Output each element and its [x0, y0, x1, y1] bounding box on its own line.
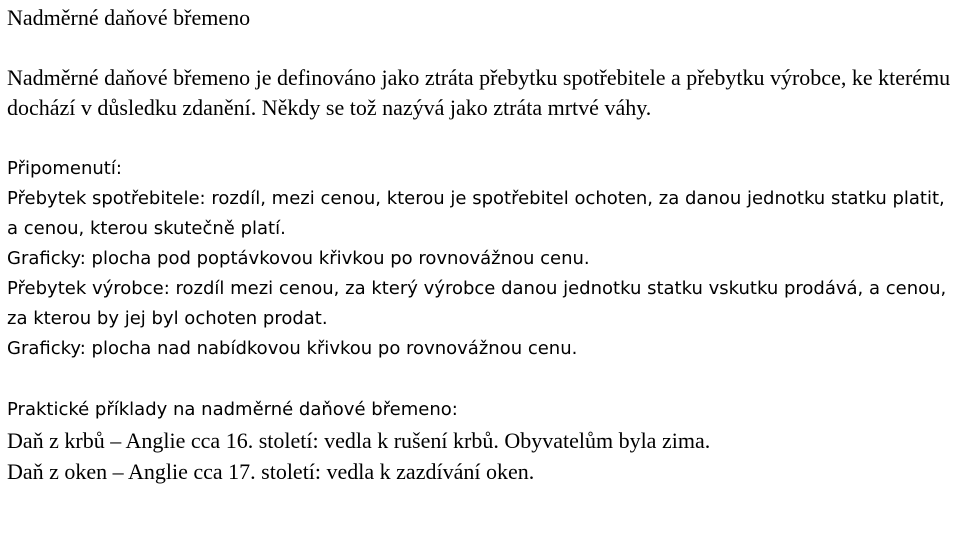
consumer-surplus-graph-text: Graficky: plocha pod poptávkovou křivkou po rovnovážnou cenu. [7, 248, 590, 269]
recap-heading: Připomenutí: [7, 158, 122, 179]
spacer [7, 123, 960, 154]
spacer [7, 33, 960, 63]
spacer [7, 364, 960, 395]
example-item: Daň z oken – Anglie cca 17. století: vedla k zazdívání oken. [7, 459, 535, 484]
producer-surplus-graph-text: Graficky: plocha nad nabídkovou křivkou po rovnovážnou cenu. [7, 338, 578, 359]
definition-paragraph: Nadměrné daňové břemeno je definováno jako ztráta přebytku spotřebitele a přebytku výrobce, ke kterému dochází v důsledku zdanění. Někdy se tož nazývá jako ztráta mrtvé váhy. [7, 65, 951, 120]
document-title: Nadměrné daňové břemeno [7, 5, 251, 30]
example-item: Daň z krbů – Anglie cca 16. století: vedla k rušení krbů. Obyvatelům byla zima. [7, 428, 711, 453]
examples-heading: Praktické příklady na nadměrné daňové břemeno: [7, 399, 458, 420]
producer-surplus-text: Přebytek výrobce: rozdíl mezi cenou, za který výrobce danou jednotku statku vskutku prodává, a cenou, za kterou by jej byl ochoten prodat. [7, 278, 947, 329]
consumer-surplus-text: Přebytek spotřebitele: rozdíl, mezi cenou, kterou je spotřebitel ochoten, za danou jednotku statku platit, a cenou, kterou skutečně platí. [7, 188, 945, 239]
examples-section [7, 395, 960, 487]
recap-section [7, 154, 960, 364]
